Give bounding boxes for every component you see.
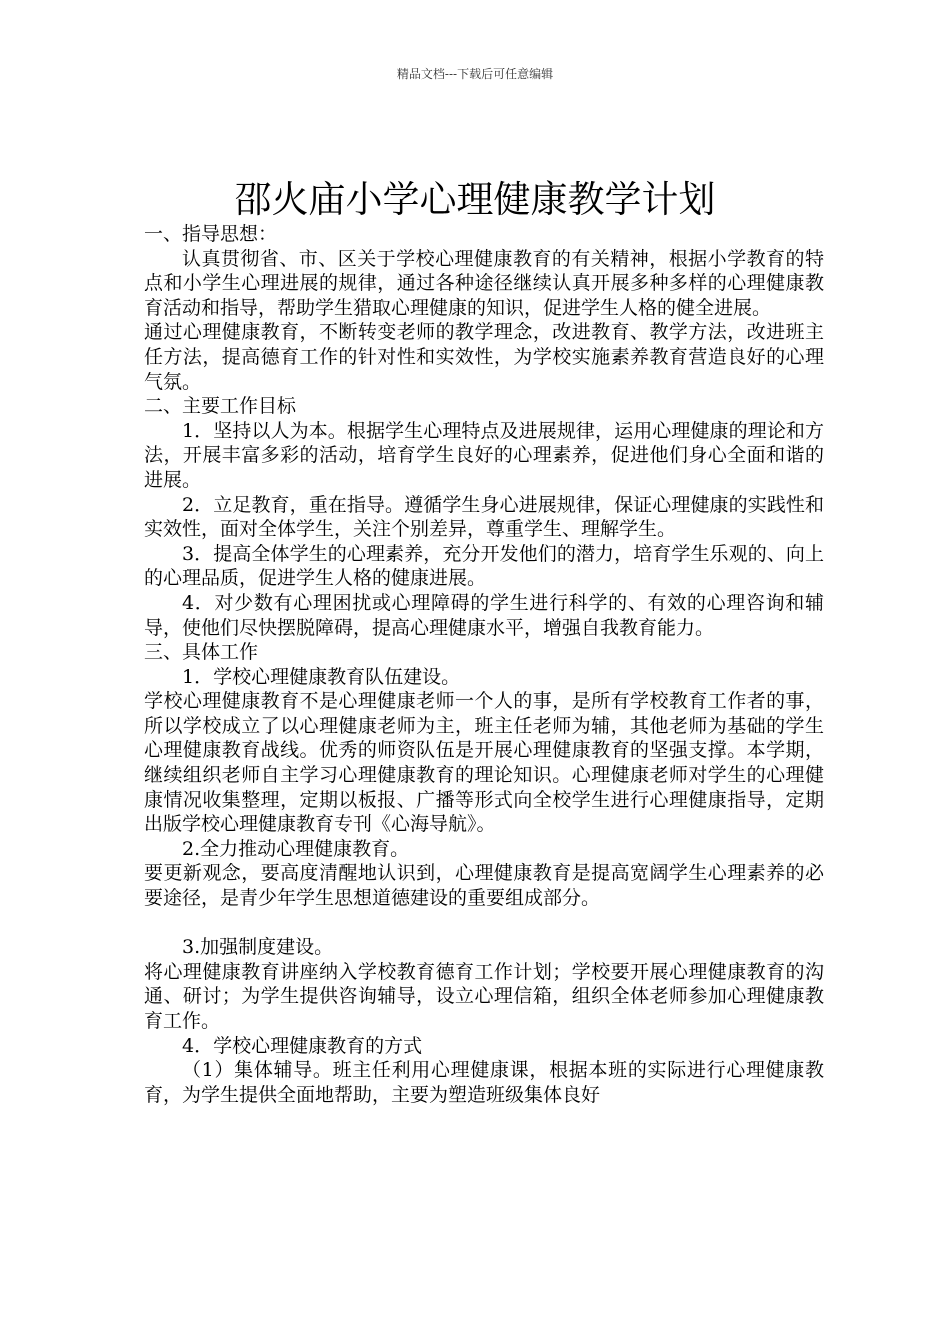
- document-paragraph: 三、具体工作: [144, 641, 259, 664]
- document-paragraph: 通过心理健康教育，不断转变老师的教学理念，改进教育、教学方法，改进班主任方法，提高德育工作的针对性和实效性，为学校实施素养教育营造良好的心理气氛。: [144, 321, 824, 393]
- document-paragraph: 二、主要工作目标: [144, 395, 297, 418]
- document-title: 邵火庙小学心理健康教学计划: [234, 178, 716, 221]
- document-paragraph: 1．学校心理健康教育队伍建设。: [182, 665, 461, 688]
- document-paragraph: 2.全力推动心理健康教育。: [182, 837, 410, 860]
- document-paragraph: 2．立足教育，重在指导。遵循学生身心进展规律，保证心理健康的实践性和实效性，面对全体学生，关注个别差异，尊重学生、理解学生。: [144, 493, 824, 541]
- document-paragraph: （1）集体辅导。班主任利用心理健康课，根据本班的实际进行心理健康教育，为学生提供全面地帮助，主要为塑造班级集体良好: [144, 1059, 824, 1106]
- document-paragraph: [144, 911, 824, 936]
- document-paragraph: 要更新观念，要高度清醒地认识到，心理健康教育是提高宽阔学生心理素养的必要途径，是青少年学生思想道德建设的重要组成部分。: [144, 862, 824, 910]
- document-paragraph: 认真贯彻省、市、区关于学校心理健康教育的有关精神，根据小学教育的特点和小学生心理进展的规律，通过各种途径继续认真开展多种多样的心理健康教育活动和指导，帮助学生猎取心理健康的知识，促进学生人格的健全进展。: [144, 247, 824, 319]
- document-paragraph: 4．对少数有心理困扰或心理障碍的学生进行科学的、有效的心理咨询和辅导，使他们尽快摆脱障碍，提高心理健康水平，增强自我教育能力。: [144, 591, 824, 639]
- document-paragraph: 一、指导思想：: [144, 223, 278, 245]
- document-paragraph: 3.加强制度建设。: [182, 936, 334, 959]
- document-paragraph: 4．学校心理健康教育的方式: [182, 1034, 423, 1057]
- document-paragraph: 1．坚持以人为本。根据学生心理特点及进展规律，运用心理健康的理论和方法，开展丰富多彩的活动，培育学生良好的心理素养，促进他们身心全面和谐的进展。: [144, 419, 824, 491]
- document-paragraph: 学校心理健康教育不是心理健康老师一个人的事，是所有学校教育工作者的事，所以学校成立了以心理健康老师为主，班主任老师为辅，其他老师为基础的学生心理健康教育战线。优秀的师资队伍是开展心理健康教育的坚强支撑。本学期，继续组织老师自主学习心理健康教育的理论知识。心理健康老师对学生的心理健康情况收集整理，定期以板报、广播等形式向全校学生进行心理健康指导，定期出版学校心理健康教育专刊《心海导航》。: [144, 690, 824, 836]
- document-paragraph: 3．提高全体学生的心理素养，充分开发他们的潜力，培育学生乐观的、向上的心理品质，促进学生人格的健康进展。: [144, 542, 824, 590]
- document-body: [144, 222, 824, 1107]
- document-paragraph: 将心理健康教育讲座纳入学校教育德育工作计划；学校要开展心理健康教育的沟通、研讨；为学生提供咨询辅导，设立心理信箱，组织全体老师参加心理健康教育工作。: [144, 960, 824, 1032]
- page-watermark: 精品文档---下载后可任意编辑: [396, 67, 554, 81]
